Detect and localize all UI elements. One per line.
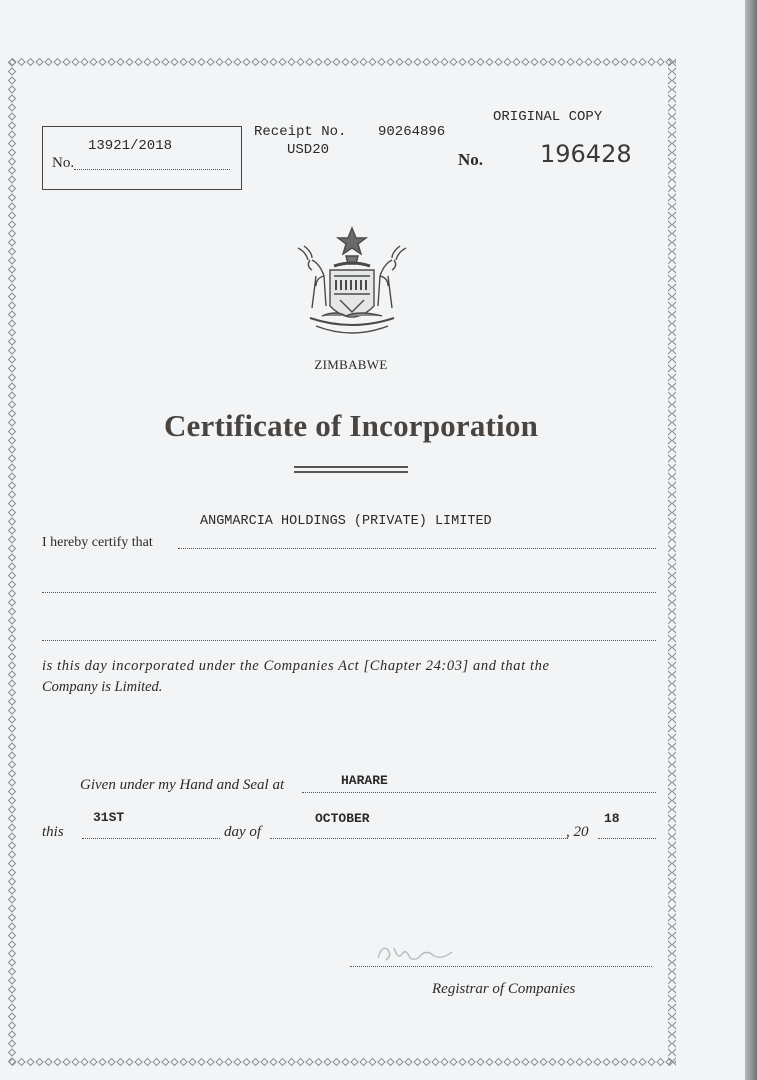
file-number-label: No. bbox=[52, 155, 75, 171]
day-of-label: day of bbox=[224, 824, 262, 840]
company-name: ANGMARCIA HOLDINGS (PRIVATE) LIMITED bbox=[200, 514, 492, 529]
month-dotted-line bbox=[270, 838, 568, 839]
title-rule-bottom bbox=[294, 471, 408, 473]
given-label: Given under my Hand and Seal at bbox=[80, 777, 285, 793]
country-name: ZIMBABWE bbox=[314, 357, 388, 372]
day-dotted-line bbox=[82, 838, 220, 839]
receipt-label: Receipt No. bbox=[254, 124, 347, 140]
page-edge bbox=[745, 0, 757, 1080]
certificate-number: 196428 bbox=[540, 140, 632, 168]
statement-line-2: Company is Limited. bbox=[42, 679, 163, 695]
this-label: this bbox=[42, 824, 64, 840]
year-prefix: , 20 bbox=[566, 824, 589, 840]
title-rule-top bbox=[294, 466, 408, 468]
receipt-fee: USD20 bbox=[287, 142, 330, 158]
company-dotted-line-3 bbox=[42, 640, 656, 641]
zimbabwe-coat-of-arms-icon bbox=[286, 226, 418, 344]
issue-year-suffix: 18 bbox=[604, 811, 620, 826]
certificate-number-label: No. bbox=[458, 150, 484, 169]
receipt-number: 90264896 bbox=[378, 124, 446, 140]
year-dotted-line bbox=[598, 838, 656, 839]
decorative-border bbox=[8, 58, 676, 1066]
issue-month: OCTOBER bbox=[315, 811, 370, 826]
company-dotted-line-2 bbox=[42, 592, 656, 593]
file-number-dotted-line bbox=[74, 169, 230, 170]
certify-label: I hereby certify that bbox=[42, 535, 153, 550]
statement-line-1: is this day incorporated under the Companies Act [Chapter 24:03] and that the bbox=[42, 658, 550, 674]
company-dotted-line-1 bbox=[178, 548, 656, 549]
registrar-signature bbox=[372, 940, 462, 968]
registrar-title: Registrar of Companies bbox=[432, 981, 576, 997]
place-dotted-line bbox=[302, 792, 656, 793]
certificate-title: Certificate of Incorporation bbox=[163, 408, 539, 443]
issue-day: 31ST bbox=[93, 810, 125, 825]
issue-place: HARARE bbox=[341, 773, 388, 788]
file-number: 13921/2018 bbox=[88, 138, 173, 154]
copy-type: ORIGINAL COPY bbox=[493, 109, 603, 125]
signature-dotted-line bbox=[350, 966, 652, 967]
